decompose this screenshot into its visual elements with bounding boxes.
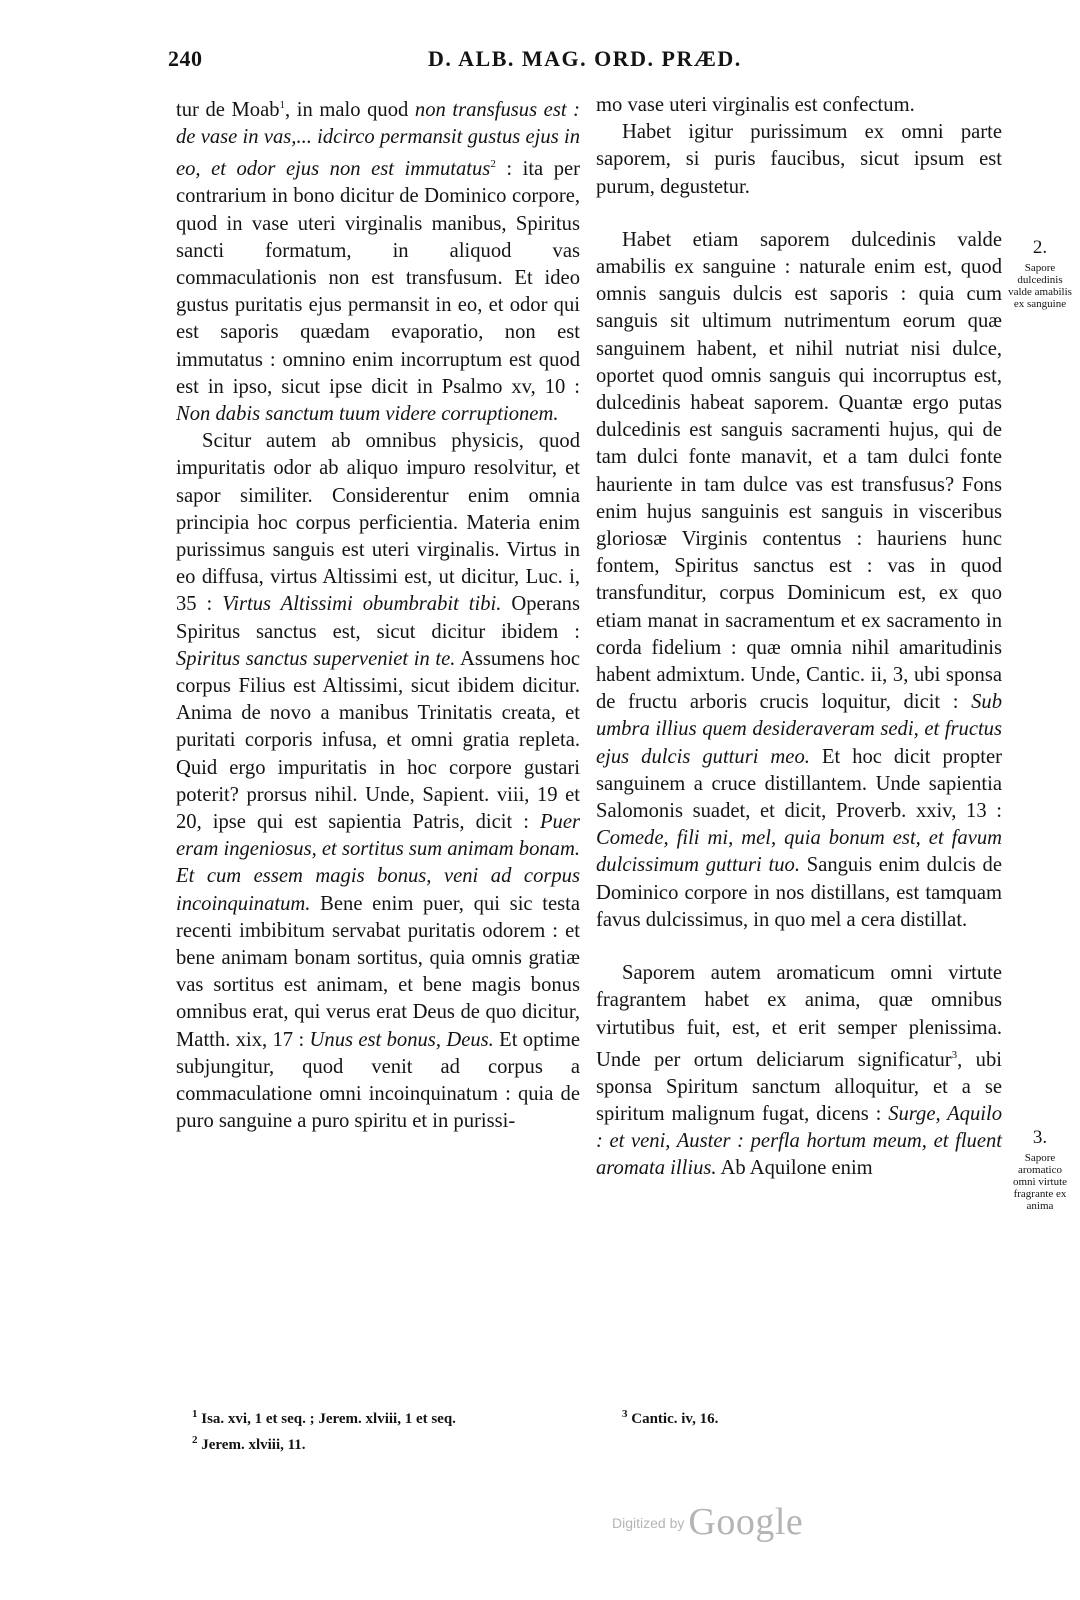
margin-note [1006,236,1074,310]
margin-note-text: Sapore dulcedinis valde amabilis ex sanguine [1008,262,1072,310]
digitized-by-google-watermark: Digitized by Google [612,1501,804,1543]
right-column [596,92,1002,1183]
margin-note-number: 2. [1032,237,1048,258]
footnotes-left [192,1404,592,1456]
google-logo: Google [688,1501,804,1543]
running-head: D. ALB. MAG. ORD. PRÆD. [428,46,742,71]
paragraph: Habet etiam saporem dulcedinis valde amabilis ex sanguine : naturale enim est, quod omnis sanguis dulcis est saporis : quia cum sanguis sit ultimum nutrimentum eorum quæ sanguinem habent, et nihil nutriat nisi dulce, oportet quod omnis sanguis qui incorruptus est, dulcedinis habeat saporem. Quantæ ergo putas dulcedinis est sanguis sacramenti hujus, qui de tam dulci fonte manavit, et a tam dulci fonte hauriente in tam dulce vas est transfusus? Fons enim hujus sanguinis est sanguis in visceribus gloriosæ Virginis contentus : hauriens hunc fontem, Spiritus sanctus est : vas in quod transfunditur, corpus Dominicum est, ex quo etiam manat in sacramentum et ex sacramento in corda fidelium : quæ omnia nihil amaritudinis habent admixtum. Unde, Cantic. ii, 3, ubi sponsa de fructu arboris crucis loquitur, dicit : Sub umbra illius quem desideraveram sedi, et fructus ejus dulcis gutturi meo. Et hoc dicit propter sanguinem a cruce distillantem. Unde sapientia Salomonis suadet, et dicit, Proverb. xxiv, 13 : Comede, fili mi, mel, quia bonum est, et favum dulcissimum gutturi tuo. Sanguis enim dulcis de Dominico corpore in nos distillans, est tamquam favus dulcissimus, in quo mel a cera distillat. [596,228,1002,931]
paragraph: Scitur autem ab omnibus physicis, quod impuritatis odor ab aliquo impuro resolvitur, et sapor similiter. Considerentur enim omnia principia hoc corpus perficientia. Materia enim purissimus sanguis est uteri virginalis. Virtus in eo diffusa, virtus Altissimi est, ut dicitur, Luc. i, 35 : Virtus Altissimi obumbrabit tibi. Operans Spiritus sanctus est, sicut dicitur ibidem : Spiritus sanctus superveniet in te. Assumens hoc corpus Filius est Altissimi, sicut ibidem dicitur. Anima de novo a manibus Trinitatis creata, et puritati corporis infusa, et omni gratia repleta. Quid ergo impuritatis in hoc corpore gustari poterit? prorsus nihil. Unde, Sapient. viii, 19 et 20, ipse qui est sapientia Patris, dicit : Puer eram ingeniosus, et sortitus sum animam bonam. Et cum essem magis bonus, veni ad corpus incoinquinatum. Bene enim puer, qui sic testa recenti imbibitum servabat puritatis odorem : et bene animam bonam sortitus, quia omnis gratiæ vas sortitus est animam, et bene magis bonus omnibus erat, qui verus erat Deus de quo dicitur, Matth. xix, 17 : Unus est bonus, Deus. Et optime subjungitur, quod venit ad corpus a commaculatione omni incoinquinatum : quia de puro sanguine a puro spiritu et in purissi- [176,430,581,1133]
footnote: $^2$ Jerem. xlviii, 11. [192,1434,306,1453]
footnote: $^1$ Isa. xvi, 1 et seq. ; Jerem. xlviii, 1 et seq. [192,1408,456,1427]
footnote-ref: 2 [490,158,496,171]
margin-note [1006,1126,1074,1212]
margin-note-number: 3. [1032,1127,1048,1148]
footnote-ref: 3 [951,1048,958,1061]
footnote-ref: 1 [279,99,286,111]
page-number: 240 [168,46,203,71]
paragraph: Habet igitur purissimum ex omni parte saporem, si puris faucibus, sicut ipsum est purum, degustetur. [596,121,1002,198]
left-column [176,92,580,1135]
paragraph: mo vase uteri virginalis est confectum. [596,94,915,116]
paragraph: Saporem autem aromaticum omni virtute fragrantem habet ex anima, quæ omnibus virtutibus fuit, est, et erit semper plenissima. Unde per ortum deliciarum significatur$^3$, ubi sponsa Spiritum sanctum alloquitur, et a se spiritum malignum fugat, dicens : Surge, Aquilo : et veni, Auster : perfla hortum meum, et fluent aromata illius. Ab Aquilone enim [596,962,1003,1180]
footnotes-right [622,1404,922,1430]
footnote: $^3$ Cantic. iv, 16. [622,1408,719,1427]
paragraph: tur de Moab$^1$, in malo quod non transfusus est : de vase in vas,... idcirco permansit gustus ejus in eo, et odor ejus non est immutatus$^2$ : ita per contrarium in bono dicitur de Dominico corpore, quod in vase uteri virginalis manibus, Spiritus sancti formatum, in aliquod vas commaculationis non est transfusum. Et ideo gustus puritatis ejus permansit in eo, et odor qui est saporis quædam evaporatio, non est immutatus : omnino enim incorruptum est quod est in ipso, sicut ipse dicit in Psalmo xv, 10 : Non dabis sanctum tuum videre corruptionem. [176,98,581,425]
margin-note-text: Sapore aromatico omni virtute fragrante ex anima [1012,1152,1068,1212]
